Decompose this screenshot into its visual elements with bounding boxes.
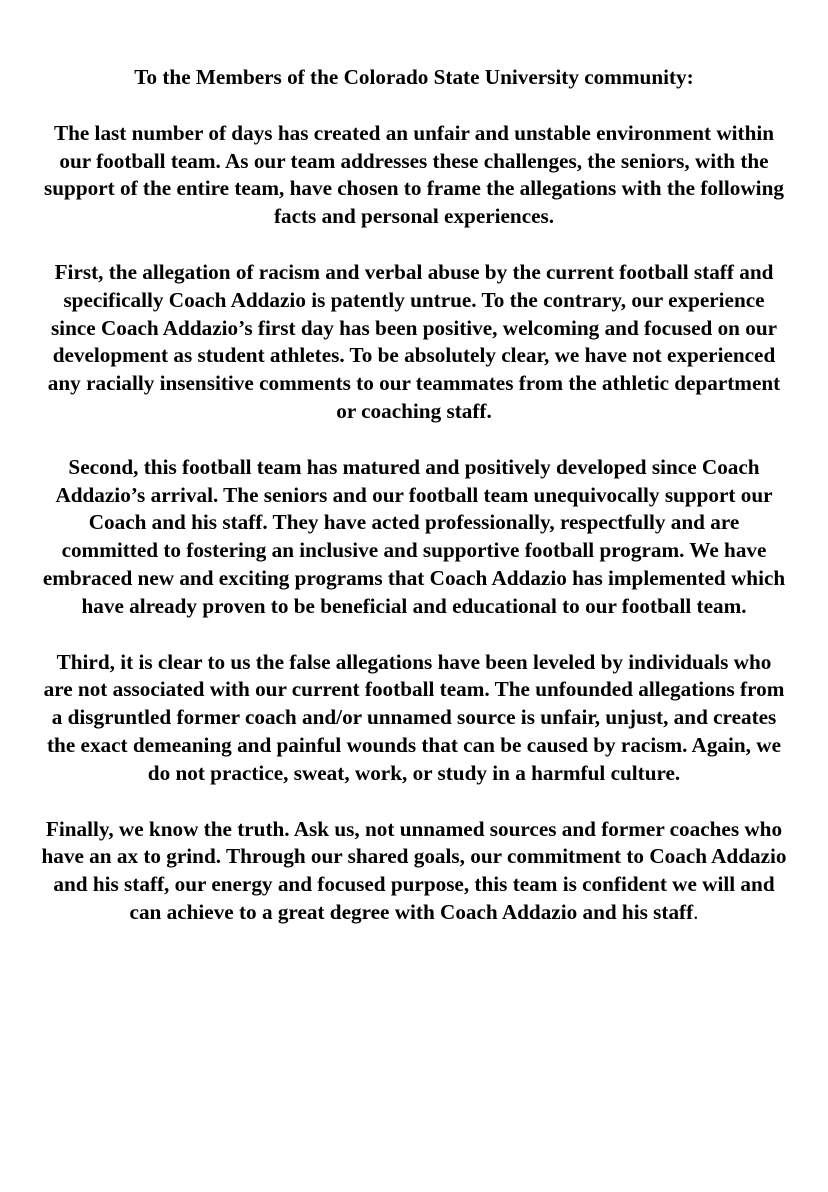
letter-salutation: To the Members of the Colorado State University community: xyxy=(134,65,694,89)
letter-paragraph-second: Second, this football team has matured and positively developed since Coach Addazio’s arrival. The seniors and our football team unequivocally support our Coach and his staff. They have acted professionally, respectfully and are committed to fostering an inclusive and supportive football program. We have embraced new and exciting programs that Coach Addazio has implemented which have already proven to be beneficial and educational to our football team. xyxy=(42,454,786,618)
letter-paragraph-closing xyxy=(40,816,788,927)
letter-paragraph-first: First, the allegation of racism and verbal abuse by the current football staff and specifically Coach Addazio is patently untrue. To the contrary, our experience since Coach Addazio’s first day has been positive, welcoming and focused on our development as student athletes. To be absolutely clear, we have not experienced any racially insensitive comments to our teammates from the athletic department or coaching staff. xyxy=(47,259,781,423)
letter-paragraph-intro: The last number of days has created an unfair and unstable environment within our football team. As our team addresses these challenges, the seniors, with the support of the entire team, have chosen to frame the allegations with the following facts and personal experiences. xyxy=(44,120,784,229)
letter-paragraph-third: Third, it is clear to us the false allegations have been leveled by individuals who are not associated with our current football team. The unfounded allegations from a disgruntled former coach and/or unnamed source is unfair, unjust, and creates the exact demeaning and painful wounds that can be caused by racism. Again, we do not practice, sweat, work, or study in a harmful culture. xyxy=(43,649,785,785)
letter-closing-period: . xyxy=(693,899,699,924)
letter-closing-text: Finally, we know the truth. Ask us, not unnamed sources and former coaches who have an ax to grind. Through our shared goals, our commitment to Coach Addazio and his staff, our energy and focused purpose, this team is confident we will and can achieve to a great degree with Coach Addazio and his staff xyxy=(41,816,787,924)
